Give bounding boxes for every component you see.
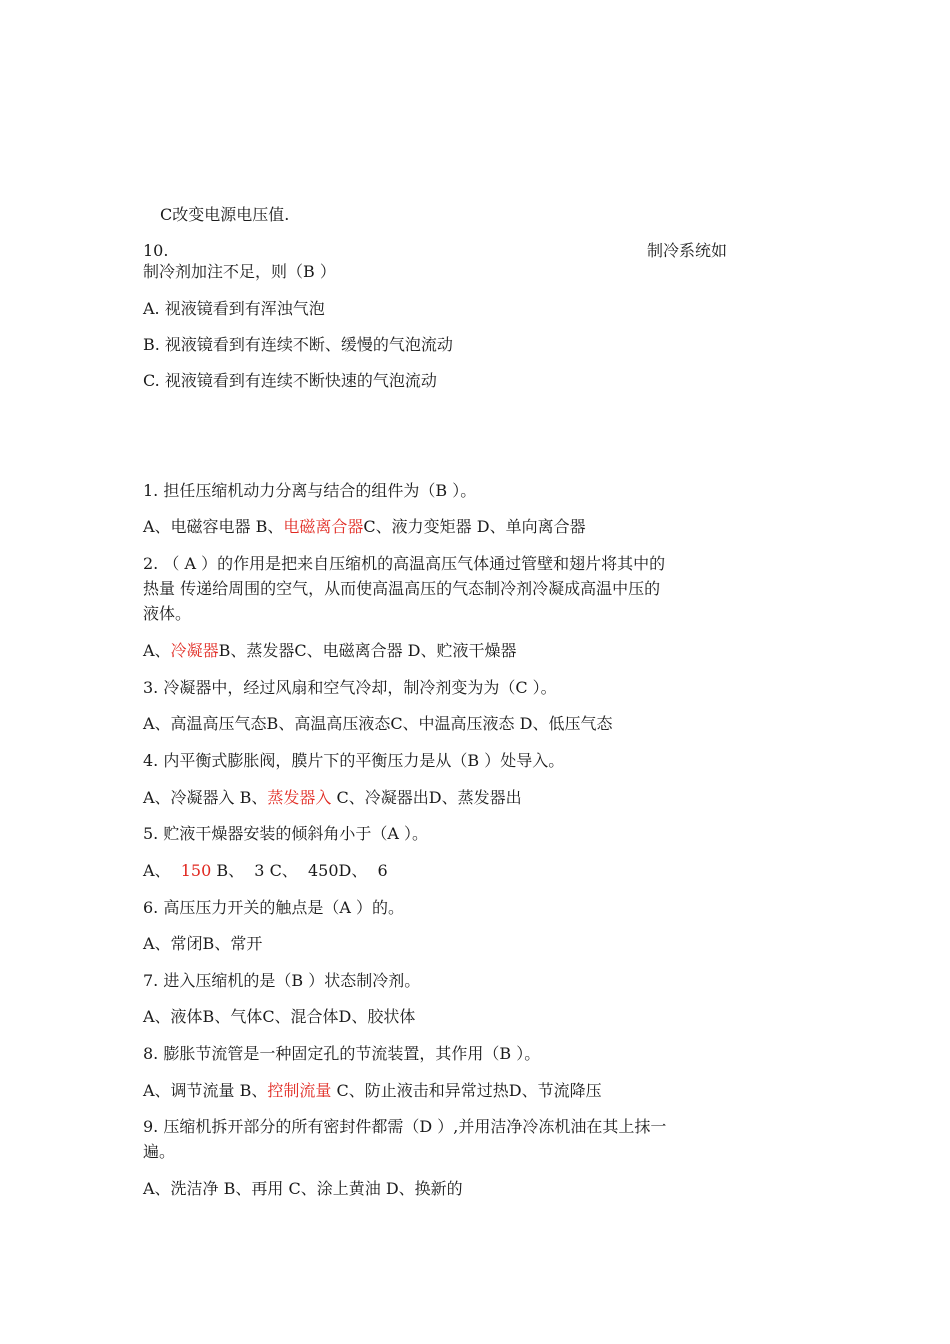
question-3-options: A、高温高压气态B、高温高压液态C、中温高压液态 D、低压气态 — [143, 714, 613, 733]
option-text: A、 — [143, 641, 171, 660]
question-10-option-c: C. 视液镜看到有连续不断快速的气泡流动 — [143, 371, 437, 390]
question-7: 7. 进入压缩机的是（B ）状态制冷剂。 — [143, 971, 421, 990]
question-2-line-3: 液体。 — [143, 604, 192, 623]
question-10-option-b: B. 视液镜看到有连续不断、缓慢的气泡流动 — [143, 335, 453, 354]
question-10-text-right: 制冷系统如 — [647, 241, 728, 260]
question-4-options — [143, 786, 522, 810]
option-text: C、液力变矩器 D、单向离合器 — [363, 517, 586, 536]
question-2-options — [143, 639, 517, 663]
answer-highlight: 150 — [180, 861, 212, 880]
option-text: B、 3 C、 450D、 6 — [211, 861, 388, 880]
option-text: B、蒸发器C、电磁离合器 D、贮液干燥器 — [218, 641, 517, 660]
answer-highlight: 控制流量 — [267, 1081, 332, 1100]
question-2-line-1: 2. （ A ）的作用是把来自压缩机的高温高压气体通过管壁和翅片将其中的 — [143, 554, 666, 573]
question-1-options — [143, 515, 586, 539]
question-9-line-2: 遍。 — [143, 1142, 176, 1161]
question-4: 4. 内平衡式膨胀阀，膜片下的平衡压力是从（B ）处导入。 — [143, 751, 565, 770]
question-2-line-2: 热量 传递给周围的空气，从而使高温高压的气态制冷剂冷凝成高温中压的 — [143, 579, 661, 598]
question-8-options — [143, 1079, 602, 1103]
answer-highlight: 蒸发器入 — [267, 788, 332, 807]
question-5: 5. 贮液干燥器安装的倾斜角小于（A ）。 — [143, 824, 428, 843]
question-10-option-a: A. 视液镜看到有浑浊气泡 — [143, 299, 325, 318]
question-6: 6. 高压压力开关的触点是（A ）的。 — [143, 898, 404, 917]
option-text: C、防止液击和异常过热D、节流降压 — [331, 1081, 602, 1100]
question-5-options — [143, 859, 388, 883]
question-1: 1. 担任压缩机动力分离与结合的组件为（B ）。 — [143, 481, 477, 500]
question-10-continuation: 制冷剂加注不足，则（B ） — [143, 262, 336, 281]
option-text: A、 — [143, 861, 181, 880]
option-text: C、冷凝器出D、蒸发器出 — [331, 788, 522, 807]
question-8: 8. 膨胀节流管是一种固定孔的节流装置，其作用（B ）。 — [143, 1044, 541, 1063]
option-text: A、冷凝器入 B、 — [143, 788, 268, 807]
option-text: A、调节流量 B、 — [143, 1081, 268, 1100]
c-option-line: C改变电源电压值. — [160, 205, 290, 224]
question-10-number: 10. — [143, 241, 169, 260]
answer-highlight: 电磁离合器 — [283, 517, 364, 536]
question-7-options: A、液体B、气体C、混合体D、胶状体 — [143, 1007, 416, 1026]
question-6-options: A、常闭B、常开 — [143, 934, 263, 953]
answer-highlight: 冷凝器 — [170, 641, 219, 660]
question-3: 3. 冷凝器中，经过风扇和空气冷却，制冷剂变为为（C ）。 — [143, 678, 557, 697]
question-9-options: A、洗洁净 B、再用 C、涂上黄油 D、换新的 — [143, 1179, 463, 1198]
question-9-line-1: 9. 压缩机拆开部分的所有密封件都需（D ）,并用洁净冷冻机油在其上抹一 — [143, 1117, 667, 1136]
option-text: A、电磁容电器 B、 — [143, 517, 284, 536]
